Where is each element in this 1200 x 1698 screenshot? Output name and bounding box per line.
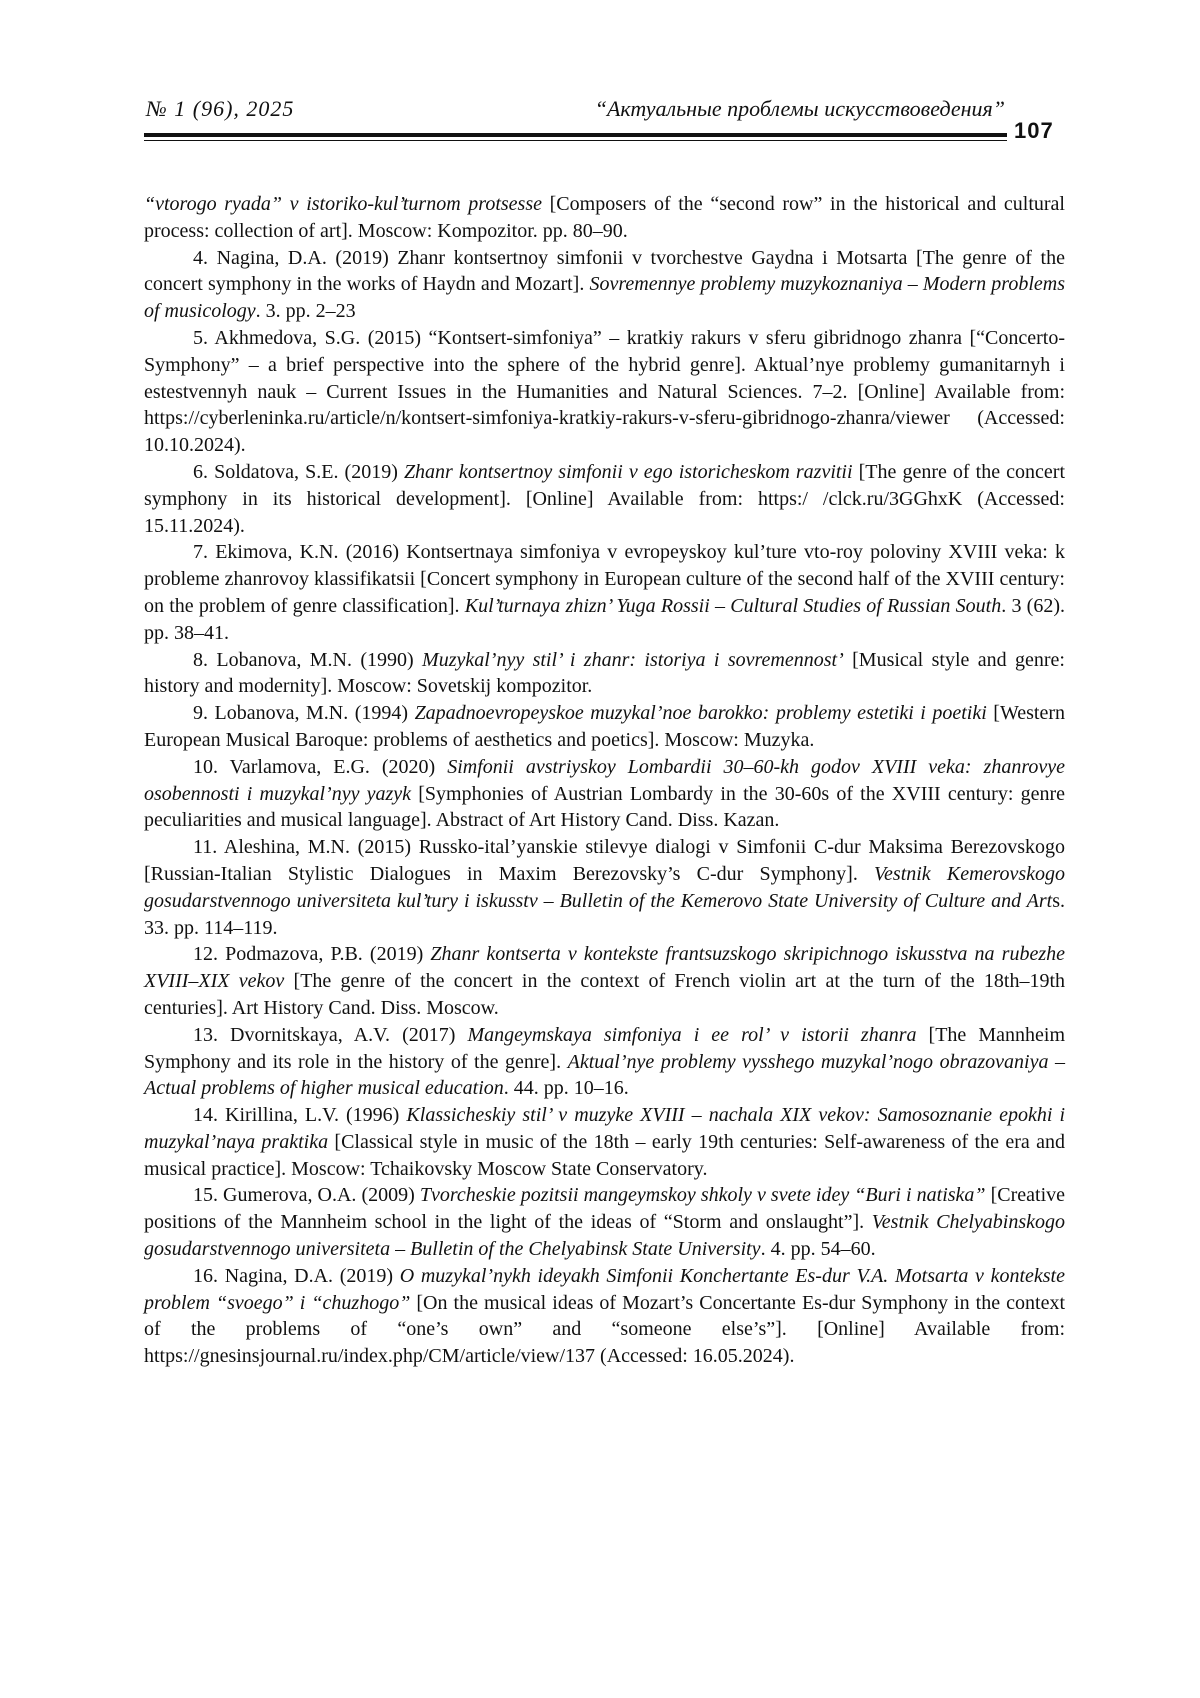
reference-italic-text: O muzykal’nykh ideyakh Simfonii Konchertante Es-dur V.A. Motsarta v kontekste problem “svoego” i “chuzhogo” [144,1264,1065,1314]
reference-text: [On the musical ideas of Mozart’s Concertante Es-dur Symphony in the context of the problems of “one’s own” and “someone else’s”]. [Online] Available from: https://gnesinsjournal.ru/index.php/CM/article/view/137 (Accessed: 16.05.2024). [144,1291,1065,1368]
reference-italic-text: Zapadnoevropeyskoe muzykal’noe barokko: problemy estetiki i poetiki [414,702,987,725]
reference-text: 6. Soldatova, S.E. (2019) [193,460,404,483]
reference-italic-text: Aktual’nye problemy vysshego muzykal’nogo obrazovaniya – Actual problems of higher musical education [144,1050,1066,1100]
reference-italic-text: Mangeymskaya simfoniya i ee rol’ v istorii zhanra [467,1023,917,1046]
reference-text: 11. Aleshina, M.N. (2015) Russko-ital’yanskie stilevye dialogi v Simfonii C-dur Maksima Berezovskogo [Russian-Italian Stylistic Dialogues in Maxim Berezovsky’s C-dur Symphony]. [144,836,1065,885]
header-rule-thin [144,140,1007,141]
reference-text: [The Mannheim Symphony and its role in the history of the genre]. [144,1023,1066,1073]
reference-item [144,647,1065,701]
reference-text: [The genre of the concert in the context of French violin art at the turn of the 18th–19th centuries]. Art History Cand. Diss. Moscow. [144,970,1066,1019]
header-rule-thick [144,133,1007,137]
reference-text: [Composers of the “second row” in the historical and cultural process: collection of art]. Moscow: Kompozitor. pp. 80–90. [144,193,1065,242]
reference-text: [Creative positions of the Mannheim school in the light of the ideas of “Storm and onslaught”]. [144,1184,1066,1234]
reference-text: 15. Gumerova, O.A. (2009) [193,1184,420,1207]
reference-text: 4. Nagina, D.A. (2019) Zhanr kontsertnoy simfonii v tvorchestve Gaydna i Motsarta [The genre of the concert symphony in the works of Haydn and Mozart]. [144,246,1065,296]
page-number: 107 [1014,118,1054,143]
reference-text: . 3. pp. 2–23 [255,300,356,323]
reference-italic-text: Zhanr kontserta v kontekste frantsuzskogo skripichnogo iskusstva na rubezhe XVIII–XIX vekov [144,943,1065,993]
reference-text: 13. Dvornitskaya, A.V. (2017) [193,1023,468,1046]
reference-item [144,539,1065,646]
reference-item [144,245,1065,325]
reference-italic-text: “vtorogo ryada” v istoriko-kul’turnom protsesse [144,193,542,215]
reference-item [144,1182,1065,1262]
reference-item [144,325,1065,459]
reference-text: [Symphonies of Austrian Lombardy in the 30-60s of the XVIII century: genre peculiarities and musical language]. Abstract of Art History Cand. Diss. Kazan. [144,782,1065,832]
reference-italic-text: Kul’turnaya zhizn’ Yuga Rossii – Cultural Studies of Russian South [464,594,1002,617]
reference-text: 16. Nagina, D.A. (2019) [193,1264,400,1287]
reference-italic-text: Vestnik Kemerovskogo gosudarstvennogo universiteta kul’tury i iskusstv – Bulletin of the Kemerovo State University of Culture and Art [144,862,1065,912]
reference-text: [The genre of the concert symphony in its historical development]. [Online] Available from: https:/ /clck.ru/3GGhxK (Accessed: 15.11.2024). [144,460,1066,537]
reference-text: . 44. pp. 10–16. [503,1077,629,1100]
reference-item [144,191,1065,245]
reference-text: 8. Lobanova, M.N. (1990) [193,648,423,671]
reference-text: s. 33. pp. 114–119. [144,889,1065,939]
reference-italic-text: Tvorcheskie pozitsii mangeymskoy shkoly v svete idey “Buri i natiska” [419,1184,986,1207]
reference-text: 14. Kirillina, L.V. (1996) [193,1104,407,1127]
reference-italic-text: Klassicheskiy stil’ v muzyke XVIII – nachala XIX vekov: Samosoznanie epokhi i muzykal’naya praktika [144,1104,1066,1153]
reference-text: 9. Lobanova, M.N. (1994) [193,702,415,725]
reference-italic-text: Muzykal’nyy stil’ i zhanr: istoriya i sovremennost’ [422,648,844,671]
reference-item [144,834,1065,941]
reference-italic-text: Zhanr kontsertnoy simfonii v ego istoricheskom razvitii [403,460,853,483]
reference-item [144,700,1065,754]
reference-item [144,1263,1065,1370]
reference-text: [Musical style and genre: history and modernity]. Moscow: Sovetskij kompozitor. [144,648,1065,698]
reference-text: 5. Akhmedova, S.G. (2015) “Kontsert-simfoniya” – kratkiy rakurs v sferu gibridnogo zhanra [“Concerto-Symphony” – a brief perspective into the sphere of the hybrid genre]. Aktual’nye problemy gumanitarnyh i estestvennyh nauk – Current Issues in the Humanities and Natural Sciences. 7–2. [Online] Available from: https://cyberleninka.ru/article/n/kontsert-simfoniya-kratkiy-rakurs-v-sferu-gibridnogo-zhanra/viewer (Accessed: 10.10.2024). [144,326,1065,457]
reference-item [144,941,1065,1021]
reference-item [144,754,1065,834]
reference-text: . 4. pp. 54–60. [760,1238,876,1261]
reference-text: [Western European Musical Baroque: problems of aesthetics and poetics]. Moscow: Muzyka. [144,702,1065,751]
reference-text: [Classical style in music of the 18th – early 19th centuries: Self-awareness of the era and musical practice]. Moscow: Tchaikovsky Moscow State Conservatory. [144,1130,1065,1180]
reference-list [144,191,1065,1370]
journal-title: “Актуальные проблемы искусствоведения” [594,96,1005,121]
reference-text: 10. Varlamova, E.G. (2020) [193,755,448,778]
reference-text: . 3 (62). pp. 38–41. [144,594,1065,644]
reference-item [144,459,1065,539]
reference-text: 7. Ekimova, K.N. (2016) Kontsertnaya simfoniya v evropeyskoy kul’ture vto-roy poloviny XVIII veka: k probleme zhanrovoy klassifikatsii [Concert symphony in European culture of the second half of the XVIII century: on the problem of genre classification]. [144,541,1065,617]
reference-italic-text: Sovremennye problemy muzykoznaniya – Modern problems of musicology [144,273,1065,323]
reference-item [144,1102,1065,1182]
reference-text: 12. Podmazova, P.B. (2019) [193,943,431,966]
reference-italic-text: Vestnik Chelyabinskogo gosudarstvennogo universiteta – Bulletin of the Chelyabinsk State University [144,1211,1065,1261]
reference-italic-text: Simfonii avstriyskoy Lombardii 30–60-kh godov XVIII veka: zhanrovye osobennosti i muzykal’nyy yazyk [144,755,1066,805]
reference-item [144,1022,1065,1102]
issue-number: № 1 (96), 2025 [146,96,295,121]
